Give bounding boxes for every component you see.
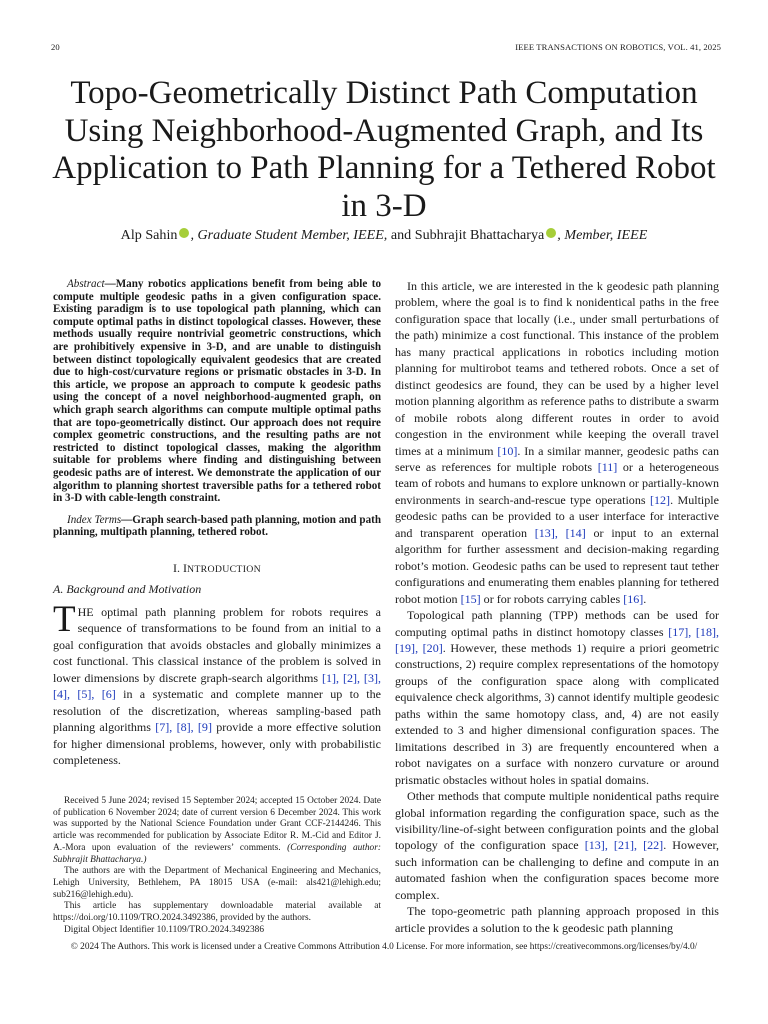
p1-text: or input to an external algorithm for further assessment and decision-making regarding robot’s motion. Geodesic paths can be used to represent taut tether configurations and enumerating them enables planning for tethered robot motion [395,525,719,606]
section-numeral: I. [172,560,180,575]
p1-text: or for robots carrying cables [480,591,624,606]
intro-paragraph-1 [53,598,381,769]
drop-cap: T [53,598,76,640]
reference-link[interactable]: [7], [8], [9] [155,720,212,735]
index-terms [53,514,381,539]
p3-text: . However, such information can be challenging to define and compute in an automated fashion when the configuration spaces become more complex. [395,838,719,902]
p1-text: . In a similar manner, geodesic paths can serve as references for multiple robots [395,443,719,474]
page-number: 20 [51,42,60,52]
paragraph-other-methods [395,788,719,903]
p1-text: . [643,591,647,606]
abstract [53,278,381,505]
p1-text: In this article, we are interested in the k geodesic path planning problem, where the goal is to find k nonidentical paths in the free configuration space that locally (i.e., under small perturbations of the path) minimize a cost functional. This instance of the problem has many practical applications in robotics including motion planning for multirobot teams and tethered robots. Once a set of distinct geodesics are found, they can be used by a higher level motion planning algorithm as reference paths to distribute a swarm of mobile robots along different routes in order to avoid congestion in the environment while keeping the overall travel times at a minimum [395,279,719,458]
reference-link[interactable]: [15] [460,591,481,606]
reference-link[interactable]: [13], [21], [22] [584,838,664,853]
footnote-supplementary: This article has supplementary downloadable material available at https://doi.org/10.1109/TRO.2024.3492386, provided by the authors. [53,901,381,924]
paragraph-topo-geometric: The topo-geometric path planning approach proposed in this article provides a solution to the k geodesic path planning [395,904,719,935]
reference-link[interactable]: [12] [649,492,671,507]
intro-p1-tail: provide a more effective solution for higher dimensional problems, however, only with probabilistic completeness. [53,720,381,767]
index-terms-label: Index Terms [67,513,122,526]
reference-link[interactable]: [10] [497,443,518,458]
author-1-role: , Graduate Student Member, IEEE, [190,227,388,243]
abstract-text: —Many robotics applications benefit from being able to compute multiple geodesic paths in a given configuration space. Existing paradigm is to use topological path planning, which can compute optimal paths in distinct topological classes. However, these methods usually require nontrivial geometric constructions, which are prohibitively expensive in 3-D, and are unable to distinguish between distinct topologically equivalent geodesics that are created due to high-cost/curvature regions or prismatic obstacles in 3-D. In this article, we propose an approach to compute k geodesic paths using the concept of a novel neighborhood-augmented graph, on which graph search algorithms can compute multiple optimal paths that are topo-geometrically distinct. Our approach does not require complex geometric constructions, and the resulting paths are not restricted to distinct topological classes, making the algorithm suitable for problems where finding and distinguishing between geodesic paths are of interest. We demonstrate the application of our algorithm to planning shortest traversible paths for a tethered robot in 3-D with cable-length constraint. [53,278,381,505]
author-line [40,227,728,244]
license-notice: © 2024 The Authors. This work is licensed under a Creative Commons Attribution 4.0 License. For more information, see https://creativecommons.org/licenses/by/4.0/ [70,942,698,952]
subsection-heading: A. Background and Motivation [53,581,202,596]
left-column [53,278,381,768]
intro-p1-lead: HE optimal path planning problem for robots requires a sequence of transformations to be found from an initial to a goal configuration that avoids obstacles and globally minimizes a cost functional. This classical instance of the problem is solved in lower dimensions by discrete graph-search algorithms [53,604,381,685]
orcid-icon[interactable] [546,228,556,238]
p1-text: or a heterogeneous team of robots and humans to explore unknown or partially-known environments in search-and-rescue type operations [395,459,719,507]
reference-link[interactable]: [17], [18], [19], [20] [395,624,719,655]
footnotes [53,796,381,936]
reference-link[interactable]: [11] [597,459,618,474]
paragraph-tpp [395,607,719,788]
intro-p1-mid: in a systematic and complete manner up to the resolution of the discretization, whereas sampling-based path planning algorithms [53,687,381,735]
footnote-doi: Digital Object Identifier 10.1109/TRO.2024.3492386 [64,924,264,935]
index-terms-text: —Graph search-based path planning, motion and path planning, multipath planning, tethered robot. [53,513,381,539]
reference-link[interactable]: [13], [14] [534,525,586,540]
paper-title: Topo-Geometrically Distinct Path Computation Using Neighborhood-Augmented Graph, and Its Application to Path Planning for a Tethered Robot in 3-D [52,75,716,224]
paragraph-kgeodesic [395,278,719,607]
journal-header: IEEE TRANSACTIONS ON ROBOTICS, VOL. 41, 2025 [515,42,721,52]
right-column [395,278,719,936]
section-heading-introduction [53,561,381,576]
corresponding-author: (Corresponding author: Subhrajit Bhattacharya.) [53,842,381,865]
orcid-icon[interactable] [179,228,189,238]
footnote-affiliation: The authors are with the Department of Mechanical Engineering and Mechanics, Lehigh University, Bethlehem, PA 18015 USA (e-mail: als421@lehigh.edu; sub216@lehigh.edu). [53,866,381,900]
received-text: Received 5 June 2024; revised 15 September 2024; accepted 15 October 2024. Date of publication 6 November 2024; date of current version 6 December 2024. This work was supported by the National Science Foundation under Grant CCF-2144246. This article was recommended for publication by Associate Editor R. M.-Cid and Editor J. A.-Mora upon evaluation of the reviewers’ comments. [53,796,381,853]
reference-link[interactable]: [1], [2], [3], [4], [5], [6] [53,670,381,702]
p1-text: . Multiple geodesic paths can be provided to a user interface for interactive and transparent operation [395,492,719,540]
p2-text: . However, these methods 1) require a priori geometric constructions, 2) require complex representations of the homotopy groups of the configuration space along with complicated equivalence check algorithms, 3) cannot identify multiple geodesic paths within the same homotopy class, and, 4) are not easily extended to 3 and higher dimensional configuration spaces. The limitations described in 3) are frequently encountered when a robot navigates on a surface with nonzero curvature or around prismatic obstacles without holes in spatial domains. [395,640,719,787]
p3-text: Other methods that compute multiple nonidentical paths require global information regarding the configuration space, such as the visibility/line-of-sight between configuration points and the global topology of the configuration space [395,789,719,853]
author-2-role: , Member, IEEE [557,227,648,243]
abstract-label: Abstract [67,278,105,290]
author-2-name: Subhrajit Bhattacharya [414,227,545,243]
author-1-name: Alp Sahin [120,227,178,243]
reference-link[interactable]: [16] [623,591,644,606]
section-rest: NTRODUCTION [186,563,262,575]
footnote-received [53,796,381,866]
section-first-letter: I [182,560,187,575]
author-conjunction: and [387,227,415,243]
p2-text: Topological path planning (TPP) methods can be used for computing optimal paths in distinct homotopy classes [395,608,719,639]
